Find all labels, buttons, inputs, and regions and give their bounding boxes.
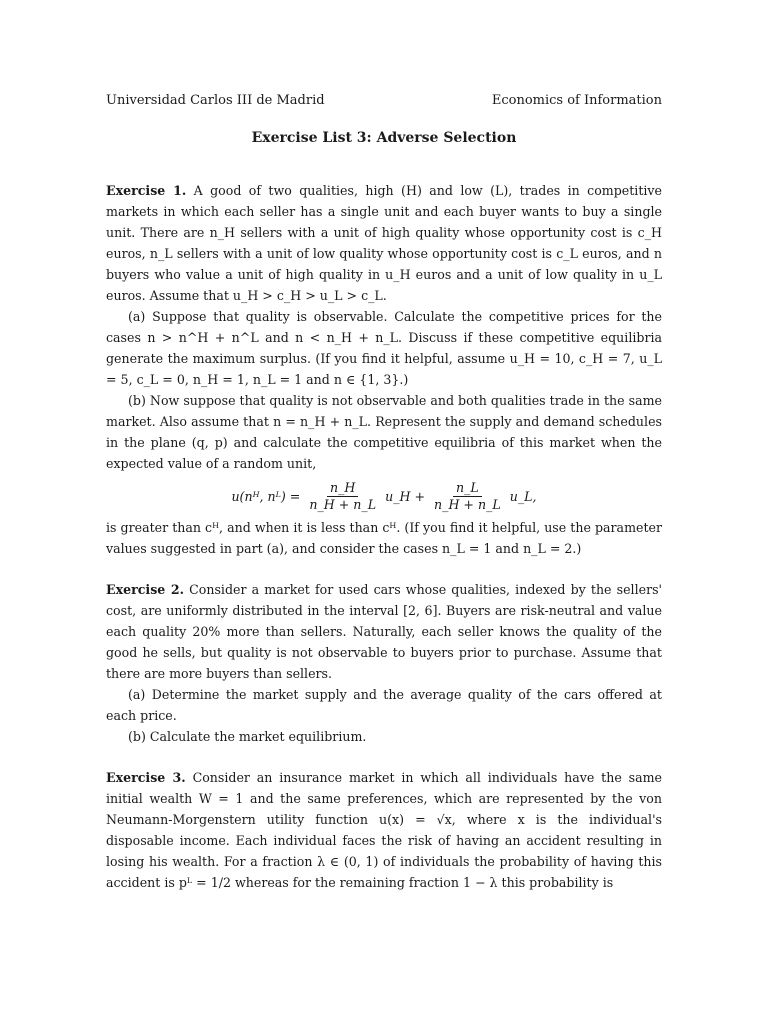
formula-term-2: u_L, (509, 489, 537, 504)
formula-fraction-2 (431, 480, 504, 513)
exercise-1-intro (106, 180, 662, 306)
formula-fraction-1 (306, 480, 379, 513)
exercise-1-part-a: (a) Suppose that quality is observable. Calculate the competitive prices for the cases n > n^H + n^L and n < n_H + n_L. Discuss if these competitive equilibria generate the maximum surplus. (If you find it helpful, assume u_H = 10, c_H = 7, u_L = 5, c_L = 0, n_H = 1, n_L = 1 and n ∈ {1, 3}.) (106, 309, 662, 387)
exercise-3-intro (106, 767, 662, 893)
exercise-1 (106, 180, 662, 559)
page-title: Exercise List 3: Adverse Selection (251, 130, 517, 146)
fraction-2-denominator: n_H + n_L (434, 497, 501, 512)
exercise-1-text: A good of two qualities, high (H) and low (L), trades in competitive markets in which each seller has a single unit and each buyer wants to buy a single unit. There are n_H sellers with a unit of high quality whose opportunity cost is c_H euros, n_L sellers with a unit of low quality whose opportunity cost is c_L euros, and n buyers who value a unit of high quality in u_H euros and a unit of low quality in u_L euros. Assume that u_H > c_H > u_L > c_L. (106, 183, 662, 303)
exercise-1-part-b: (b) Now suppose that quality is not observable and both qualities trade in the same market. Also assume that n = n_H + n_L. Represent the supply and demand schedules in the plane (q, p) and calculate the competitive equilibria of this market when the expected value of a random unit, (106, 393, 662, 471)
page-header (106, 93, 662, 108)
fraction-2-numerator: n_L (453, 480, 482, 497)
header-course: Economics of Information (491, 93, 662, 108)
fraction-1-denominator: n_H + n_L (309, 497, 377, 512)
exercise-2 (106, 579, 662, 747)
exercise-2-part-a: (a) Determine the market supply and the average quality of the cars offered at each price. (106, 687, 662, 723)
exercise-3 (106, 767, 662, 893)
fraction-1-numerator: n_H (327, 480, 358, 497)
exercise-2-part-b: (b) Calculate the market equilibrium. (128, 729, 367, 744)
exercise-3-label: Exercise 3. (106, 770, 186, 785)
exercise-1-label: Exercise 1. (106, 183, 187, 198)
formula-term-1: u_H + (385, 489, 426, 504)
exercise-list (106, 180, 662, 893)
expected-value-formula (106, 480, 662, 513)
formula-lhs: u(nᴴ, nᴸ) = (231, 489, 301, 504)
exercise-1-part-b-continued: is greater than cᴴ, and when it is less than cᴴ. (If you find it helpful, use the parameter values suggested in part (a), and consider the cases n_L = 1 and n_L = 2.) (106, 520, 662, 556)
exercise-2-intro (106, 579, 662, 684)
exercise-3-text: Consider an insurance market in which all individuals have the same initial wealth W = 1 and the same preferences, which are represented by the von Neumann-Morgenstern utility function u(x) = √x, where x is the individual's disposable income. Each individual faces the risk of having an accident resulting in losing his wealth. For a fraction λ ∈ (0, 1) of individuals the probability of having this accident is pᴸ = 1/2 whereas for the remaining fraction 1 − λ this probability is (106, 770, 663, 890)
exercise-2-label: Exercise 2. (106, 582, 184, 597)
exercise-2-text: Consider a market for used cars whose qualities, indexed by the sellers' cost, are uniformly distributed in the interval [2, 6]. Buyers are risk-neutral and value each quality 20% more than sellers. Naturally, each seller knows the quality of the good he sells, but quality is not observable to buyers prior to purchase. Assume that there are more buyers than sellers. (106, 582, 663, 681)
header-university: Universidad Carlos III de Madrid (106, 93, 325, 108)
